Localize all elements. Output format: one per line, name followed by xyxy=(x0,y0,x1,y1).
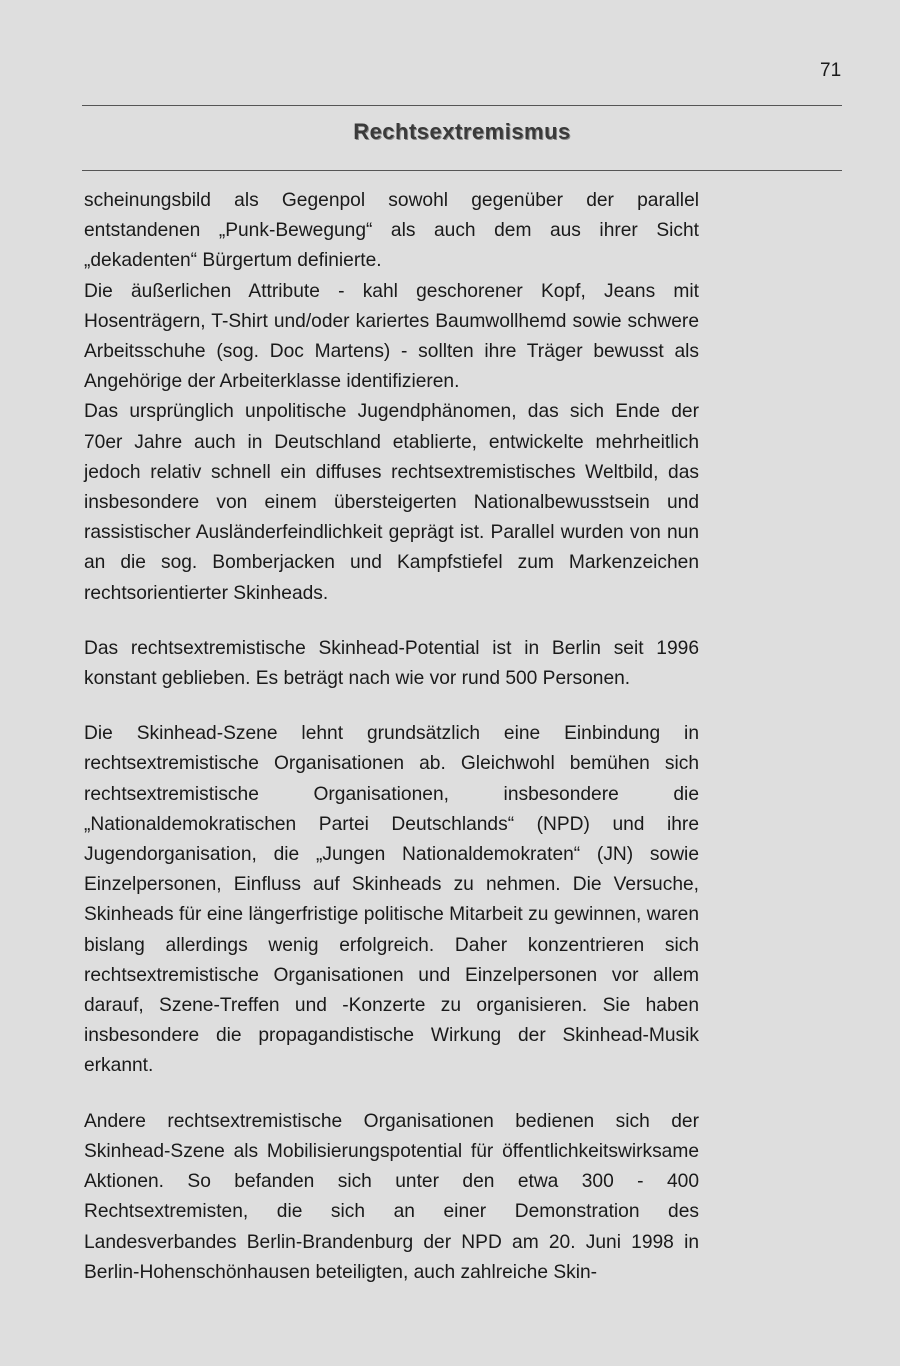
paragraph: scheinungsbild als Gegenpol sowohl gegenüber der parallel entstandenen „Punk-Bewegung“ als auch dem aus ihrer Sicht „dekadenten“ Bürgertum definierte. xyxy=(84,190,699,272)
paragraph: Das ursprünglich unpolitische Jugendphänomen, das sich Ende der 70er Jahre auch in Deutschland etablierte, entwickelte mehrheitlich jedoch relativ schnell ein diffuses rechtsextremistisches Weltbild, das insbesondere von einem übersteigerten Nationalbewusstsein und rassistischer Ausländerfeindlichkeit geprägt ist. Parallel wurden von nun an die sog. Bomberjacken und Kampfstiefel zum Markenzeichen rechtsorientierter Skinheads. xyxy=(84,401,699,604)
page-number: 71 xyxy=(820,60,842,81)
running-head: Rechtsextremismus xyxy=(353,119,571,144)
paragraph: Andere rechtsextremistische Organisationen bedienen sich der Skinhead-Szene als Mobilisierungspotential für öffentlichkeitswirksame Aktionen. So befanden sich unter den etwa 300 - 400 Rechtsextremisten, die sich an einer Demonstration des Landesverbandes Berlin-Brandenburg der NPD am 20. Juni 1998 in Berlin-Hohenschönhausen beteiligten, auch zahlreiche Skin- xyxy=(84,1110,699,1283)
paragraph: Das rechtsextremistische Skinhead-Potential ist in Berlin seit 1996 konstant geblieben. Es beträgt nach wie vor rund 500 Personen. xyxy=(84,637,699,690)
header-rule-top xyxy=(82,105,842,106)
paragraph: Die Skinhead-Szene lehnt grundsätzlich eine Einbindung in rechtsextremistische Organisationen ab. Gleichwohl bemühen sich rechtsextremistische Organisationen, insbesondere die „Nationaldemokratischen Partei Deutschlands“ (NPD) und ihre Jugendorganisation, die „Jungen Nationaldemokraten“ (JN) sowie Einzelpersonen, Einfluss auf Skinheads zu nehmen. Die Versuche, Skinheads für eine längerfristige politische Mitarbeit zu gewinnen, waren bislang allerdings wenig erfolgreich. Daher konzentrieren sich rechtsextremistische Organisationen und Einzelpersonen vor allem darauf, Szene-Treffen und -Konzerte zu organisieren. Sie haben insbesondere die propagandistische Wirkung der Skinhead-Musik erkannt. xyxy=(84,723,699,1077)
paragraph: Die äußerlichen Attribute - kahl geschorener Kopf, Jeans mit Hosenträgern, T-Shirt und/oder kariertes Baumwollhemd sowie schwere Arbeitsschuhe (sog. Doc Martens) - sollten ihre Träger bewusst als Angehörige der Arbeiterklasse identifizieren. xyxy=(84,280,699,393)
body-text xyxy=(84,186,699,1288)
header-rule-bottom xyxy=(82,170,842,171)
